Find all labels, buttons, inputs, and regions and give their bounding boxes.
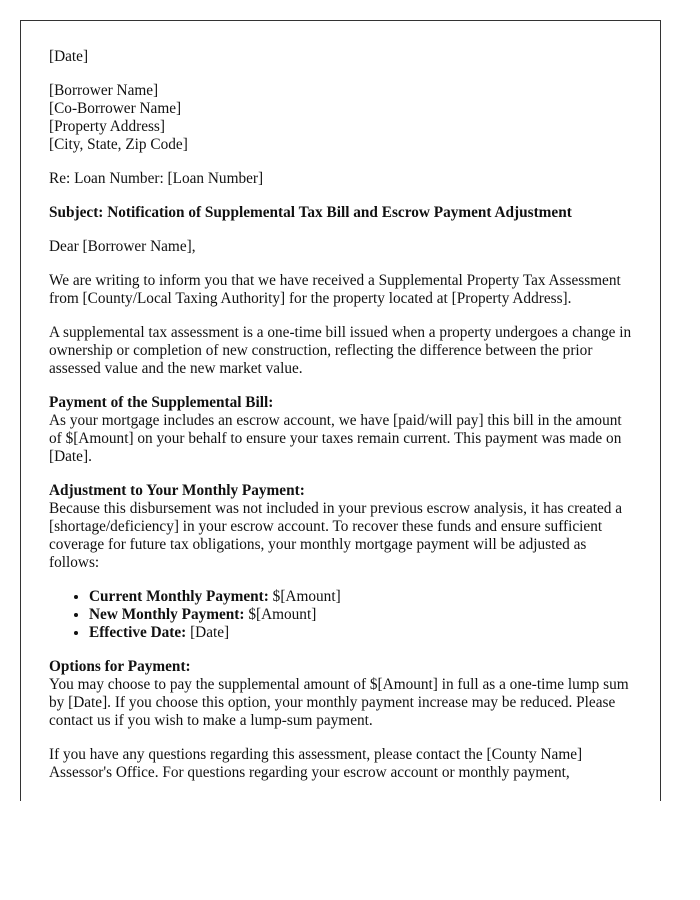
co-borrower-name: [Co-Borrower Name] (49, 100, 182, 117)
payment-details-list (49, 588, 632, 642)
borrower-name: [Borrower Name] (49, 82, 159, 99)
item-label: Current Monthly Payment: (89, 588, 269, 605)
intro-paragraph: We are writing to inform you that we have received a Supplemental Property Tax Assessment from [County/Local Taxing Authority] for the property located at [Property Address]. (49, 272, 621, 307)
adjustment-text: Because this disbursement was not included in your previous escrow analysis, it has created a [shortage/deficiency] in your escrow account. To recover these funds and ensure sufficient coverage for future tax obligations, your monthly mortgage payment will be adjusted as follows: (49, 500, 623, 571)
item-value: $[Amount] (268, 588, 341, 605)
item-value: [Date] (186, 624, 230, 641)
payment-section (49, 394, 632, 466)
payment-heading: Payment of the Supplemental Bill: (49, 394, 274, 411)
list-item (89, 606, 632, 624)
options-section (49, 658, 632, 730)
adjustment-heading: Adjustment to Your Monthly Payment: (49, 482, 305, 499)
salutation: Dear [Borrower Name], (49, 238, 196, 255)
letter-page (20, 20, 661, 801)
item-label: Effective Date: (89, 624, 187, 641)
list-item (89, 588, 632, 606)
payment-text: As your mortgage includes an escrow account, we have [paid/will pay] this bill in the amount of $[Amount] on your behalf to ensure your taxes remain current. This payment was made on [Date]. (49, 412, 622, 465)
property-address: [Property Address] (49, 118, 165, 135)
letter-date: [Date] (49, 48, 89, 65)
options-text: You may choose to pay the supplemental amount of $[Amount] in full as a one-time lump sum by [Date]. If you choose this option, your monthly payment increase may be reduced. Please contact us if you wish to make a lump-sum payment. (49, 676, 629, 729)
reference-line: Re: Loan Number: [Loan Number] (49, 170, 264, 187)
closing-paragraph: If you have any questions regarding this assessment, please contact the [County Name] Assessor's Office. For questions regarding your escrow account or monthly payment, (49, 746, 583, 781)
recipient-address (49, 82, 632, 154)
options-heading: Options for Payment: (49, 658, 191, 675)
list-item (89, 624, 632, 642)
city-state-zip: [City, State, Zip Code] (49, 136, 188, 153)
item-label: New Monthly Payment: (89, 606, 245, 623)
adjustment-section (49, 482, 632, 572)
item-value: $[Amount] (244, 606, 317, 623)
explanation-paragraph: A supplemental tax assessment is a one-time bill issued when a property undergoes a change in ownership or completion of new construction, reflecting the difference between the prior assessed value and the new market value. (49, 324, 632, 377)
subject-line: Subject: Notification of Supplemental Tax Bill and Escrow Payment Adjustment (49, 204, 572, 221)
